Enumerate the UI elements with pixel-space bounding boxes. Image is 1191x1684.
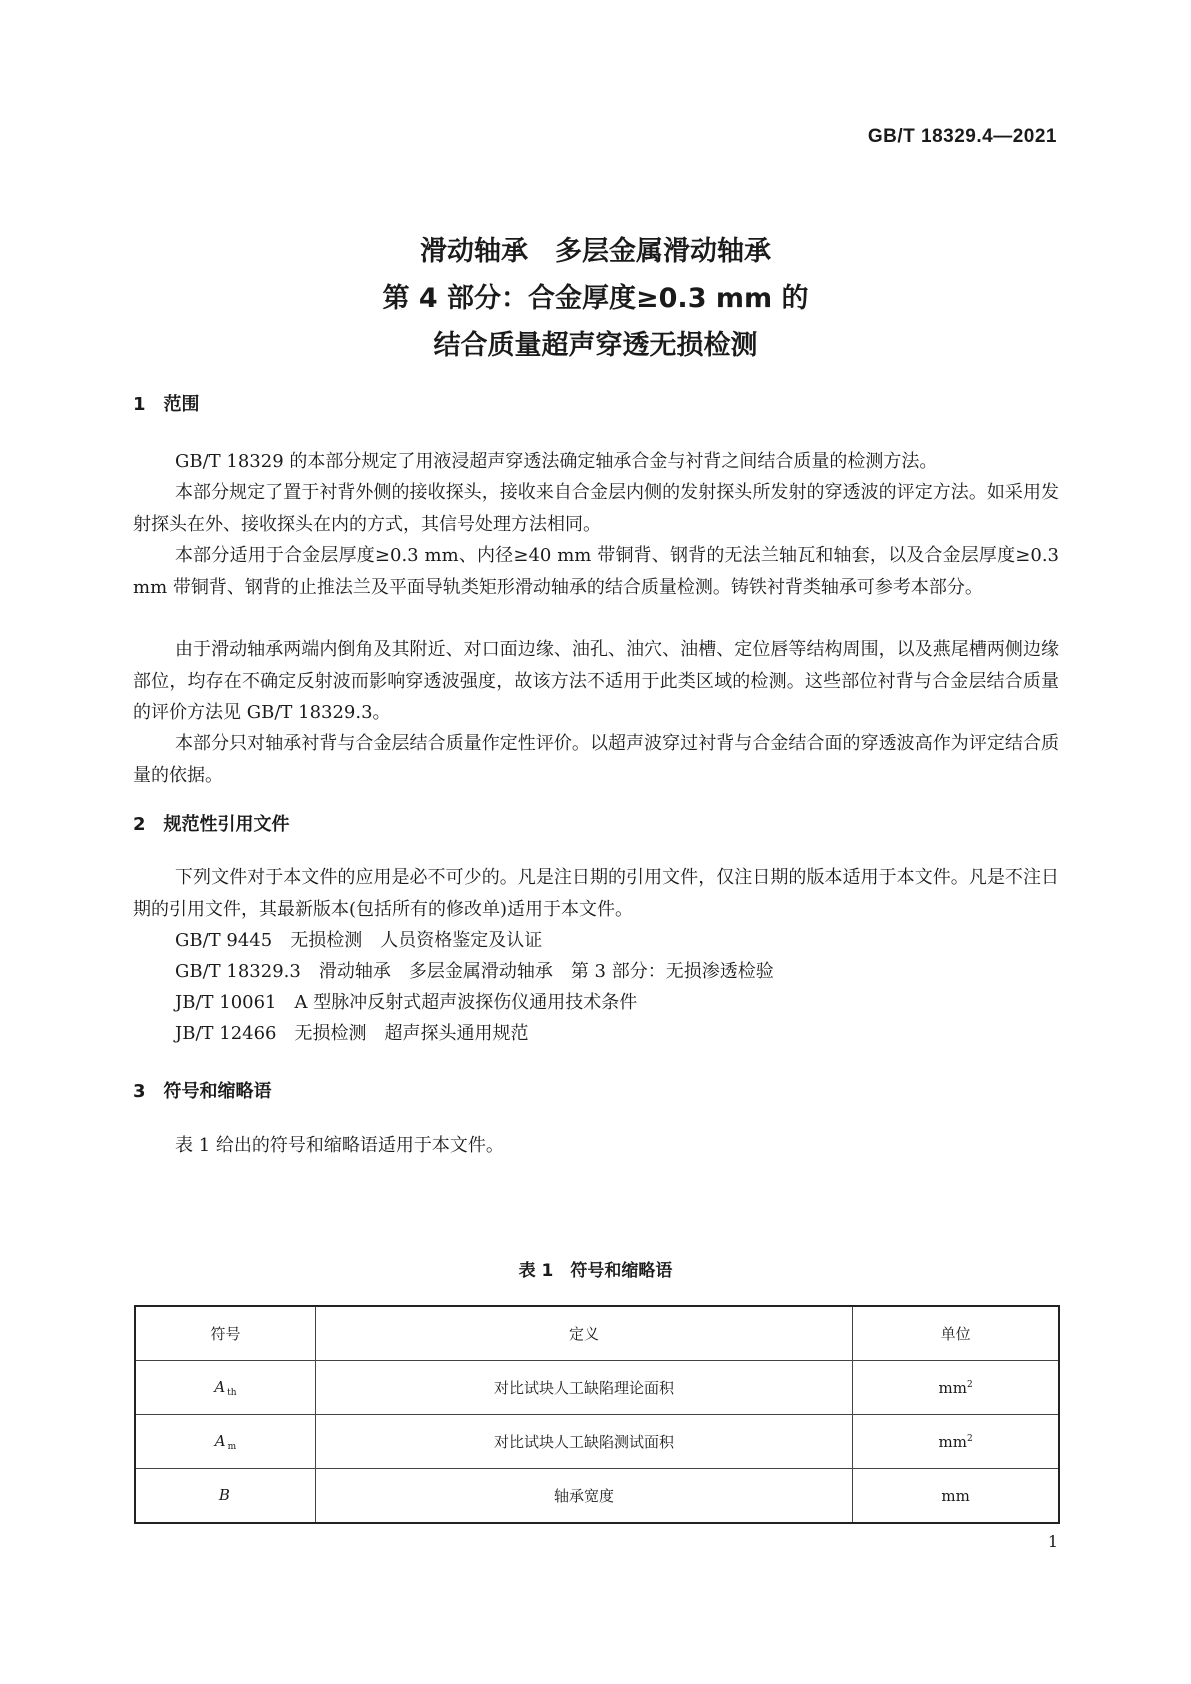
- table-caption: 表 1 符号和缩略语: [518, 1261, 673, 1281]
- section-2-intro: 下列文件对于本文件的应用是必不可少的。凡是注日期的引用文件，仅注日期的版本适用于本文件。凡是不注日期的引用文件，其最新版本(包括所有的修改单)适用于本文件。: [133, 867, 1059, 920]
- header-symbol: 符号: [135, 1306, 315, 1361]
- unit-cell: [853, 1469, 1059, 1524]
- unit: mm: [938, 1378, 967, 1397]
- symbol: A: [214, 1431, 226, 1450]
- symbol-subscript: m: [227, 1441, 237, 1452]
- header-definition: 定义: [315, 1306, 852, 1361]
- title-line-1: 滑动轴承 多层金属滑动轴承: [420, 236, 771, 267]
- unit-superscript: 2: [966, 1379, 973, 1390]
- definition-cell: 轴承宽度: [315, 1469, 852, 1524]
- table-row: [135, 1469, 1059, 1524]
- page-number: 1: [1047, 1532, 1058, 1551]
- unit-superscript: 2: [966, 1433, 973, 1444]
- reference-item: JB/T 12466 无损检测 超声探头通用规范: [175, 1023, 529, 1044]
- title-line-3: 结合质量超声穿透无损检测: [433, 330, 758, 361]
- section-1-paragraph-1: GB/T 18329 的本部分规定了用液浸超声穿透法确定轴承合金与衬背之间结合质量的检测方法。: [175, 451, 938, 472]
- symbol: A: [214, 1377, 226, 1396]
- section-3-heading: 3 符号和缩略语: [133, 1081, 272, 1102]
- table-row: [135, 1415, 1059, 1469]
- section-3-intro: 表 1 给出的符号和缩略语适用于本文件。: [175, 1135, 504, 1156]
- standard-code: GB/T 18329.4—2021: [867, 126, 1057, 147]
- unit-cell: [853, 1415, 1059, 1469]
- reference-item: GB/T 18329.3 滑动轴承 多层金属滑动轴承 第 3 部分：无损渗透检验: [175, 961, 774, 982]
- section-1-paragraph-2: 本部分规定了置于衬背外侧的接收探头，接收来自合金层内侧的发射探头所发射的穿透波的评定方法。如采用发射探头在外、接收探头在内的方式，其信号处理方法相同。: [133, 482, 1059, 535]
- header-unit: 单位: [853, 1306, 1059, 1361]
- section-1-paragraph-5: 本部分只对轴承衬背与合金层结合质量作定性评价。以超声波穿过衬背与合金结合面的穿透波高作为评定结合质量的依据。: [133, 733, 1059, 786]
- section-1-heading: 1 范围: [133, 394, 200, 415]
- symbol-subscript: th: [227, 1387, 237, 1398]
- unit-cell: [853, 1361, 1059, 1415]
- symbol-cell: [135, 1415, 315, 1469]
- section-2-heading: 2 规范性引用文件: [133, 814, 290, 835]
- definition-cell: 对比试块人工缺陷测试面积: [315, 1415, 852, 1469]
- table-row: [135, 1361, 1059, 1415]
- reference-item: JB/T 10061 A 型脉冲反射式超声波探伤仪通用技术条件: [175, 992, 638, 1013]
- symbols-table: [134, 1305, 1060, 1524]
- symbol: B: [218, 1485, 230, 1504]
- reference-item: GB/T 9445 无损检测 人员资格鉴定及认证: [175, 930, 543, 951]
- unit: mm: [938, 1432, 967, 1451]
- table-header-row: [135, 1306, 1059, 1361]
- symbol-cell: [135, 1361, 315, 1415]
- unit: mm: [941, 1486, 970, 1505]
- section-1-paragraph-3: 本部分适用于合金层厚度≥0.3 mm、内径≥40 mm 带铜背、钢背的无法兰轴瓦和轴套，以及合金层厚度≥0.3 mm 带铜背、钢背的止推法兰及平面导轨类矩形滑动轴承的结合质量检测。铸铁衬背类轴承可参考本部分。: [133, 545, 1059, 598]
- title-line-2: 第 4 部分：合金厚度≥0.3 mm 的: [382, 283, 809, 314]
- definition-cell: 对比试块人工缺陷理论面积: [315, 1361, 852, 1415]
- section-1-paragraph-4: 由于滑动轴承两端内倒角及其附近、对口面边缘、油孔、油穴、油槽、定位唇等结构周围，以及燕尾槽两侧边缘部位，均存在不确定反射波而影响穿透波强度，故该方法不适用于此类区域的检测。这些部位衬背与合金层结合质量的评价方法见 GB/T 18329.3。: [133, 639, 1059, 723]
- symbol-cell: [135, 1469, 315, 1524]
- document-title: [0, 228, 1191, 369]
